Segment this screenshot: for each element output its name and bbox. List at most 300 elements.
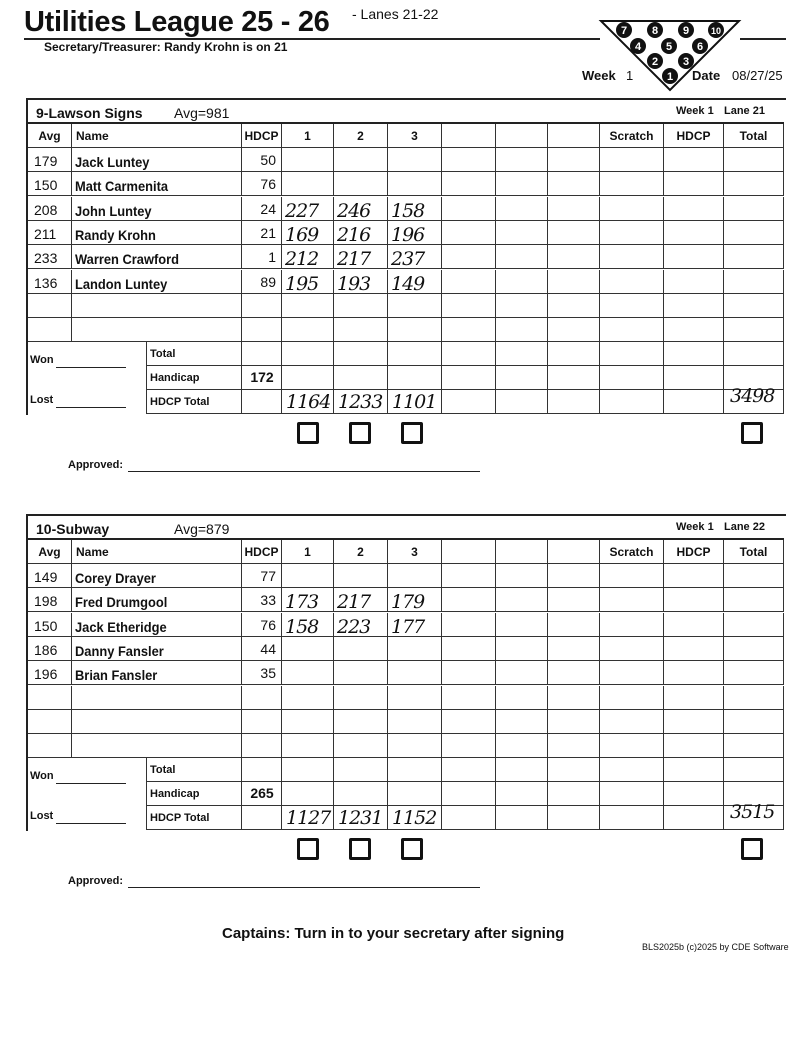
table-cell bbox=[282, 148, 334, 172]
summary-cell bbox=[664, 806, 724, 830]
column-header-g1: 1 bbox=[282, 540, 334, 564]
summary-cell bbox=[664, 342, 724, 366]
bowler-handicap: 77 bbox=[260, 568, 276, 584]
bowler-average: 150 bbox=[34, 618, 58, 634]
table-cell bbox=[496, 294, 548, 318]
table-cell bbox=[28, 318, 72, 342]
table-cell bbox=[442, 686, 496, 710]
game-1-score: 195 bbox=[285, 273, 319, 295]
summary-cell bbox=[442, 366, 496, 390]
table-cell bbox=[442, 172, 496, 196]
column-header-total: Total bbox=[724, 540, 784, 564]
table-cell bbox=[496, 588, 548, 612]
league-title: Utilities League 25 - 26 bbox=[24, 6, 330, 38]
bowler-name: Jack Etheridge bbox=[75, 619, 167, 635]
table-cell bbox=[664, 221, 724, 245]
pin-number: 2 bbox=[651, 56, 659, 68]
table-cell bbox=[242, 294, 282, 318]
summary-cell bbox=[496, 342, 548, 366]
table-cell bbox=[724, 661, 784, 685]
table-cell bbox=[334, 148, 388, 172]
game-1-score: 169 bbox=[285, 224, 319, 246]
hdcp-total-game-2: 1231 bbox=[338, 807, 383, 829]
table-cell bbox=[388, 637, 442, 661]
summary-cell bbox=[548, 782, 600, 806]
game-3-score: 179 bbox=[391, 591, 425, 613]
bowler-average: 208 bbox=[34, 202, 58, 218]
bowler-average: 198 bbox=[34, 593, 58, 609]
game-3-score: 196 bbox=[391, 224, 425, 246]
bowler-average: 150 bbox=[34, 177, 58, 193]
table-cell bbox=[600, 318, 664, 342]
summary-cell bbox=[388, 366, 442, 390]
team-lane: Lane 22 bbox=[724, 521, 765, 533]
summary-cell bbox=[496, 390, 548, 414]
table-cell bbox=[600, 148, 664, 172]
table-cell bbox=[496, 710, 548, 734]
summary-cell bbox=[600, 366, 664, 390]
table-cell bbox=[600, 588, 664, 612]
table-cell bbox=[334, 661, 388, 685]
table-cell bbox=[724, 564, 784, 588]
pin-number: 7 bbox=[620, 25, 628, 37]
table-cell bbox=[664, 197, 724, 221]
column-header-blank bbox=[548, 124, 600, 148]
table-cell bbox=[334, 734, 388, 758]
summary-cell bbox=[334, 342, 388, 366]
table-cell bbox=[388, 661, 442, 685]
table-cell bbox=[664, 294, 724, 318]
table-cell bbox=[72, 318, 242, 342]
table-cell bbox=[496, 613, 548, 637]
game-1-score: 212 bbox=[285, 248, 319, 270]
table-cell bbox=[600, 245, 664, 269]
team-name: 10-Subway bbox=[36, 521, 110, 537]
win-checkbox-game-3[interactable] bbox=[401, 422, 423, 444]
title-underline-right bbox=[740, 38, 786, 40]
table-cell bbox=[724, 613, 784, 637]
column-header-g2: 2 bbox=[334, 124, 388, 148]
summary-cell bbox=[282, 758, 334, 782]
win-checkbox-game-2[interactable] bbox=[349, 422, 371, 444]
bowler-handicap: 50 bbox=[260, 152, 276, 168]
bowler-name: Landon Luntey bbox=[75, 276, 168, 292]
table-cell bbox=[442, 221, 496, 245]
table-cell bbox=[664, 734, 724, 758]
bowler-name: Corey Drayer bbox=[75, 570, 156, 586]
table-cell bbox=[548, 588, 600, 612]
table-cell bbox=[724, 221, 784, 245]
column-header-name: Name bbox=[72, 124, 242, 148]
table-cell bbox=[72, 686, 242, 710]
bowler-handicap: 21 bbox=[260, 225, 276, 241]
game-2-score: 217 bbox=[337, 248, 371, 270]
table-cell bbox=[496, 148, 548, 172]
table-cell bbox=[334, 637, 388, 661]
win-checkbox-series[interactable] bbox=[741, 838, 763, 860]
table-cell bbox=[664, 172, 724, 196]
table-cell bbox=[28, 734, 72, 758]
hdcp-total-label: HDCP Total bbox=[150, 396, 210, 408]
column-header-hdcp2: HDCP bbox=[664, 124, 724, 148]
summary-cell bbox=[388, 758, 442, 782]
table-cell bbox=[334, 318, 388, 342]
table-cell bbox=[28, 686, 72, 710]
table-cell bbox=[388, 710, 442, 734]
column-header-scratch: Scratch bbox=[600, 124, 664, 148]
table-cell bbox=[724, 686, 784, 710]
lost-label: Lost bbox=[30, 394, 54, 406]
table-cell bbox=[600, 613, 664, 637]
table-cell bbox=[496, 564, 548, 588]
summary-cell bbox=[282, 366, 334, 390]
game-3-score: 177 bbox=[391, 616, 425, 638]
lanes-label: - Lanes 21-22 bbox=[352, 6, 439, 22]
team-handicap-value: 172 bbox=[250, 369, 274, 385]
won-line bbox=[56, 367, 126, 368]
team-week: Week 1 bbox=[676, 521, 714, 533]
summary-cell bbox=[548, 390, 600, 414]
table-cell bbox=[334, 172, 388, 196]
table-cell bbox=[496, 270, 548, 294]
table-cell bbox=[242, 318, 282, 342]
approved-signature-line[interactable] bbox=[128, 887, 480, 888]
table-cell bbox=[496, 197, 548, 221]
summary-cell bbox=[242, 390, 282, 414]
table-cell bbox=[334, 294, 388, 318]
team-name: 9-Lawson Signs bbox=[36, 105, 143, 121]
summary-cell bbox=[548, 806, 600, 830]
summary-cell bbox=[242, 342, 282, 366]
lost-label: Lost bbox=[30, 810, 54, 822]
table-cell bbox=[388, 148, 442, 172]
table-cell bbox=[600, 294, 664, 318]
table-cell bbox=[724, 294, 784, 318]
table-cell bbox=[600, 661, 664, 685]
table-cell bbox=[724, 270, 784, 294]
table-cell bbox=[664, 710, 724, 734]
bowler-handicap: 33 bbox=[260, 592, 276, 608]
hdcp-total-game-1: 1164 bbox=[286, 391, 331, 413]
summary-cell bbox=[242, 806, 282, 830]
table-cell bbox=[548, 564, 600, 588]
table-cell bbox=[548, 613, 600, 637]
approved-label: Approved: bbox=[68, 875, 123, 887]
column-header-blank bbox=[442, 124, 496, 148]
summary-cell bbox=[664, 758, 724, 782]
column-header-avg: Avg bbox=[28, 540, 72, 564]
captains-instruction: Captains: Turn in to your secretary after signing bbox=[222, 925, 565, 942]
table-cell bbox=[496, 318, 548, 342]
table-cell bbox=[282, 661, 334, 685]
table-cell bbox=[724, 710, 784, 734]
game-3-score: 237 bbox=[391, 248, 425, 270]
bowler-handicap: 44 bbox=[260, 641, 276, 657]
summary-cell bbox=[334, 782, 388, 806]
summary-cell bbox=[664, 390, 724, 414]
table-cell bbox=[334, 686, 388, 710]
column-header-total: Total bbox=[724, 124, 784, 148]
handicap-label: Handicap bbox=[150, 372, 200, 384]
table-cell bbox=[442, 564, 496, 588]
table-cell bbox=[72, 294, 242, 318]
column-header-blank bbox=[548, 540, 600, 564]
bowler-average: 179 bbox=[34, 153, 58, 169]
copyright-note: BLS2025b (c)2025 by CDE Software bbox=[642, 942, 789, 952]
bowler-name: Randy Krohn bbox=[75, 227, 156, 243]
table-cell bbox=[28, 710, 72, 734]
table-cell bbox=[442, 148, 496, 172]
column-header-blank bbox=[496, 540, 548, 564]
summary-cell bbox=[548, 366, 600, 390]
team-lane: Lane 21 bbox=[724, 105, 765, 117]
week-value: 1 bbox=[626, 68, 634, 83]
bowler-handicap: 24 bbox=[260, 201, 276, 217]
table-cell bbox=[242, 734, 282, 758]
bowler-handicap: 76 bbox=[260, 617, 276, 633]
secretary-note: Secretary/Treasurer: Randy Krohn is on 21 bbox=[44, 40, 288, 54]
table-cell bbox=[600, 710, 664, 734]
column-header-avg: Avg bbox=[28, 124, 72, 148]
table-cell bbox=[548, 294, 600, 318]
bowler-name: Danny Fansler bbox=[75, 643, 164, 659]
handicap-label: Handicap bbox=[150, 788, 200, 800]
table-cell bbox=[282, 172, 334, 196]
hdcp-total-game-2: 1233 bbox=[338, 391, 383, 413]
win-checkbox-series[interactable] bbox=[741, 422, 763, 444]
hdcp-total-game-1: 1127 bbox=[286, 807, 331, 829]
table-cell bbox=[242, 710, 282, 734]
summary-cell bbox=[442, 342, 496, 366]
table-cell bbox=[548, 197, 600, 221]
summary-cell bbox=[496, 782, 548, 806]
bowler-average: 233 bbox=[34, 250, 58, 266]
team-week: Week 1 bbox=[676, 105, 714, 117]
bowler-average: 196 bbox=[34, 666, 58, 682]
column-header-blank bbox=[442, 540, 496, 564]
table-cell bbox=[600, 637, 664, 661]
table-cell bbox=[664, 148, 724, 172]
pin-number: 10 bbox=[710, 26, 722, 36]
summary-cell bbox=[600, 390, 664, 414]
bowler-average: 211 bbox=[34, 226, 57, 242]
column-header-g3: 3 bbox=[388, 540, 442, 564]
team-average: Avg=879 bbox=[174, 521, 230, 537]
table-cell bbox=[548, 172, 600, 196]
game-3-score: 158 bbox=[391, 200, 425, 222]
date-value: 08/27/25 bbox=[732, 68, 783, 83]
table-cell bbox=[548, 637, 600, 661]
table-cell bbox=[724, 148, 784, 172]
table-cell bbox=[548, 686, 600, 710]
table-cell bbox=[548, 245, 600, 269]
table-cell bbox=[28, 294, 72, 318]
table-cell bbox=[600, 197, 664, 221]
summary-cell bbox=[442, 390, 496, 414]
summary-cell bbox=[496, 806, 548, 830]
table-cell bbox=[664, 318, 724, 342]
total-label: Total bbox=[150, 348, 176, 360]
summary-cell bbox=[600, 342, 664, 366]
summary-cell bbox=[548, 758, 600, 782]
game-1-score: 227 bbox=[285, 200, 319, 222]
table-cell bbox=[388, 172, 442, 196]
bowler-handicap: 35 bbox=[260, 665, 276, 681]
bowler-average: 136 bbox=[34, 275, 58, 291]
summary-cell bbox=[442, 758, 496, 782]
win-checkbox-game-1[interactable] bbox=[297, 838, 319, 860]
table-cell bbox=[548, 270, 600, 294]
table-cell bbox=[388, 734, 442, 758]
pin-number: 9 bbox=[682, 25, 690, 37]
hdcp-total-series: 3498 bbox=[730, 385, 775, 407]
table-cell bbox=[496, 637, 548, 661]
summary-cell bbox=[600, 806, 664, 830]
table-cell bbox=[442, 197, 496, 221]
bowler-handicap: 1 bbox=[268, 249, 276, 265]
bowler-handicap: 76 bbox=[260, 176, 276, 192]
table-cell bbox=[724, 245, 784, 269]
approved-signature-line[interactable] bbox=[128, 471, 480, 472]
summary-cell bbox=[548, 342, 600, 366]
table-cell bbox=[600, 686, 664, 710]
column-header-hdcp2: HDCP bbox=[664, 540, 724, 564]
table-cell bbox=[282, 294, 334, 318]
approved-label: Approved: bbox=[68, 459, 123, 471]
table-cell bbox=[548, 734, 600, 758]
table-cell bbox=[442, 588, 496, 612]
column-header-blank bbox=[496, 124, 548, 148]
table-cell bbox=[242, 686, 282, 710]
table-cell bbox=[724, 588, 784, 612]
table-cell bbox=[282, 686, 334, 710]
team-average: Avg=981 bbox=[174, 105, 230, 121]
bowler-average: 149 bbox=[34, 569, 58, 585]
table-cell bbox=[600, 270, 664, 294]
win-checkbox-game-3[interactable] bbox=[401, 838, 423, 860]
bowler-average: 186 bbox=[34, 642, 58, 658]
table-cell bbox=[496, 734, 548, 758]
won-label: Won bbox=[30, 354, 54, 366]
table-cell bbox=[724, 637, 784, 661]
column-header-hdcp: HDCP bbox=[242, 540, 282, 564]
total-label: Total bbox=[150, 764, 176, 776]
pin-number: 1 bbox=[666, 71, 674, 83]
pin-number: 8 bbox=[651, 25, 659, 37]
summary-cell bbox=[242, 758, 282, 782]
hdcp-total-game-3: 1152 bbox=[392, 807, 437, 829]
win-checkbox-game-2[interactable] bbox=[349, 838, 371, 860]
table-cell bbox=[442, 270, 496, 294]
table-cell bbox=[72, 710, 242, 734]
won-label: Won bbox=[30, 770, 54, 782]
lost-line bbox=[56, 407, 126, 408]
summary-cell bbox=[724, 342, 784, 366]
table-cell bbox=[664, 613, 724, 637]
table-cell bbox=[442, 734, 496, 758]
table-cell bbox=[548, 710, 600, 734]
table-cell bbox=[600, 221, 664, 245]
table-cell bbox=[548, 148, 600, 172]
table-cell bbox=[388, 318, 442, 342]
table-cell bbox=[724, 172, 784, 196]
table-cell bbox=[388, 564, 442, 588]
table-cell bbox=[442, 245, 496, 269]
bowler-name: Fred Drumgool bbox=[75, 594, 168, 610]
table-cell bbox=[496, 221, 548, 245]
summary-cell bbox=[600, 782, 664, 806]
table-cell bbox=[664, 686, 724, 710]
table-cell bbox=[442, 661, 496, 685]
summary-cell bbox=[388, 782, 442, 806]
table-cell bbox=[664, 588, 724, 612]
table-cell bbox=[664, 245, 724, 269]
bowler-name: Warren Crawford bbox=[75, 251, 180, 267]
table-cell bbox=[600, 564, 664, 588]
table-cell bbox=[664, 637, 724, 661]
game-2-score: 193 bbox=[337, 273, 371, 295]
table-cell bbox=[334, 710, 388, 734]
hdcp-total-game-3: 1101 bbox=[392, 391, 437, 413]
summary-cell bbox=[724, 758, 784, 782]
table-cell bbox=[442, 294, 496, 318]
game-3-score: 149 bbox=[391, 273, 425, 295]
game-2-score: 223 bbox=[337, 616, 371, 638]
table-cell bbox=[724, 318, 784, 342]
hdcp-total-label: HDCP Total bbox=[150, 812, 210, 824]
summary-cell bbox=[664, 782, 724, 806]
column-header-scratch: Scratch bbox=[600, 540, 664, 564]
table-cell bbox=[388, 686, 442, 710]
summary-cell bbox=[442, 806, 496, 830]
column-header-hdcp: HDCP bbox=[242, 124, 282, 148]
table-cell bbox=[442, 637, 496, 661]
week-label: Week bbox=[582, 68, 616, 83]
table-cell bbox=[388, 294, 442, 318]
column-header-g2: 2 bbox=[334, 540, 388, 564]
table-cell bbox=[282, 710, 334, 734]
table-cell bbox=[664, 564, 724, 588]
bowler-name: John Luntey bbox=[75, 203, 152, 219]
table-cell bbox=[442, 710, 496, 734]
column-header-g3: 3 bbox=[388, 124, 442, 148]
column-header-name: Name bbox=[72, 540, 242, 564]
team-handicap-value: 265 bbox=[250, 785, 274, 801]
table-cell bbox=[282, 637, 334, 661]
column-header-g1: 1 bbox=[282, 124, 334, 148]
table-cell bbox=[548, 221, 600, 245]
game-1-score: 173 bbox=[285, 591, 319, 613]
summary-cell bbox=[664, 366, 724, 390]
table-cell bbox=[282, 318, 334, 342]
table-cell bbox=[664, 270, 724, 294]
table-cell bbox=[496, 661, 548, 685]
win-checkbox-game-1[interactable] bbox=[297, 422, 319, 444]
hdcp-total-series: 3515 bbox=[730, 801, 775, 823]
bowler-name: Brian Fansler bbox=[75, 667, 158, 683]
summary-cell bbox=[334, 366, 388, 390]
bowler-name: Jack Luntey bbox=[75, 154, 150, 170]
table-cell bbox=[724, 734, 784, 758]
table-cell bbox=[664, 661, 724, 685]
summary-cell bbox=[600, 758, 664, 782]
summary-cell bbox=[496, 758, 548, 782]
table-cell bbox=[496, 245, 548, 269]
game-1-score: 158 bbox=[285, 616, 319, 638]
bowler-handicap: 89 bbox=[260, 274, 276, 290]
table-cell bbox=[724, 197, 784, 221]
lost-line bbox=[56, 823, 126, 824]
